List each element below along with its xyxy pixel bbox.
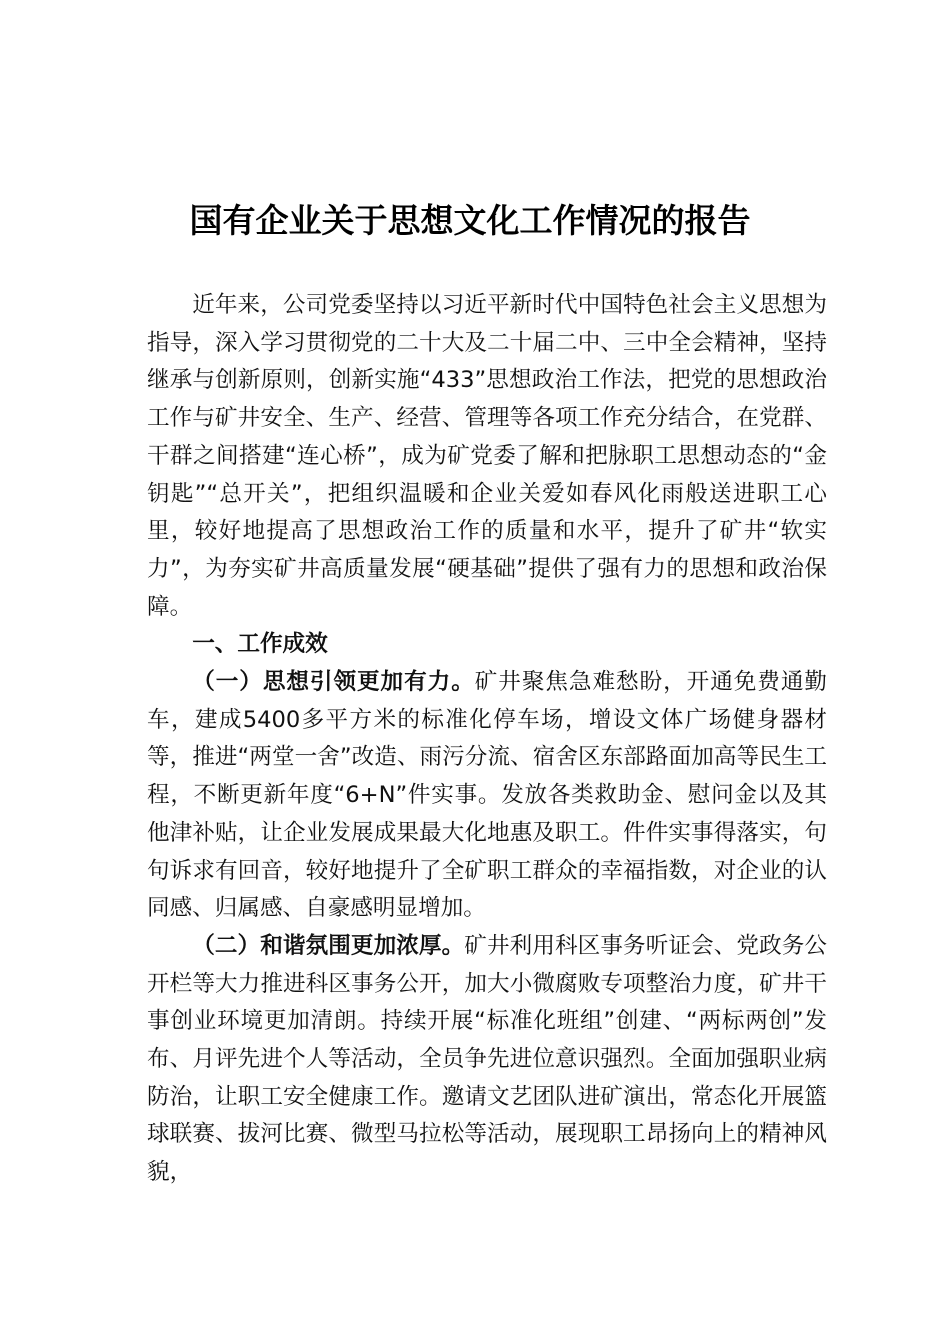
document-title: 国有企业关于思想文化工作情况的报告 [189,201,751,240]
item-heading-ideological-guidance: （一）思想引领更加有力。 [192,669,475,696]
intro-paragraph: 近年来，公司党委坚持以习近平新时代中国特色社会主义思想为指导，深入学习贯彻党的二十大及二十届二中、三中全会精神，坚持继承与创新原则，创新实施“433”思想政治工作法，把党的思想政治工作与矿井安全、生产、经营、管理等各项工作充分结合，在党群、干群之间搭建“连心桥”，成为矿党委了解和把脉职工思想动态的“金钥匙”“总开关”，把组织温暖和企业关爱如春风化雨般送进职工心里，较好地提高了思想政治工作的质量和水平，提升了矿井“软实力”，为夯实矿井高质量发展“硬基础”提供了强有力的思想和政治保障。 [147,292,827,620]
section-heading-achievements: 一、工作成效 [192,631,328,658]
item-text-ideological-guidance: 矿井聚焦急难愁盼，开通免费通勤车，建成5400多平方米的标准化停车场，增设文体广场健身器材等，推进“两堂一舍”改造、雨污分流、宿舍区东部路面加高等民生工程，不断更新年度“6+N”件实事。发放各类救助金、慰问金以及其他津补贴，让企业发展成果最大化地惠及职工。件件实事得落实，句句诉求有回音，较好地提升了全矿职工群众的幸福指数，对企业的认同感、归属感、自豪感明显增加。 [147,669,827,922]
item-heading-harmonious-atmosphere: （二）和谐氛围更加浓厚。 [192,932,465,959]
item-paragraph-ideological-guidance [147,664,827,928]
document-body [147,287,827,1192]
item-text-harmonious-atmosphere: 矿井利用科区事务听证会、党政务公开栏等大力推进科区事务公开，加大小微腐败专项整治力度，矿井干事创业环境更加清朗。持续开展“标准化班组”创建、“两标两创”发布、月评先进个人等活动，全员争先进位意识强烈。全面加强职业病防治，让职工安全健康工作。邀请文艺团队进矿演出，常态化开展篮球联赛、拔河比赛、微型马拉松等活动，展现职工昂扬向上的精神风貌， [147,932,828,1186]
item-paragraph-harmonious-atmosphere [147,928,827,1192]
